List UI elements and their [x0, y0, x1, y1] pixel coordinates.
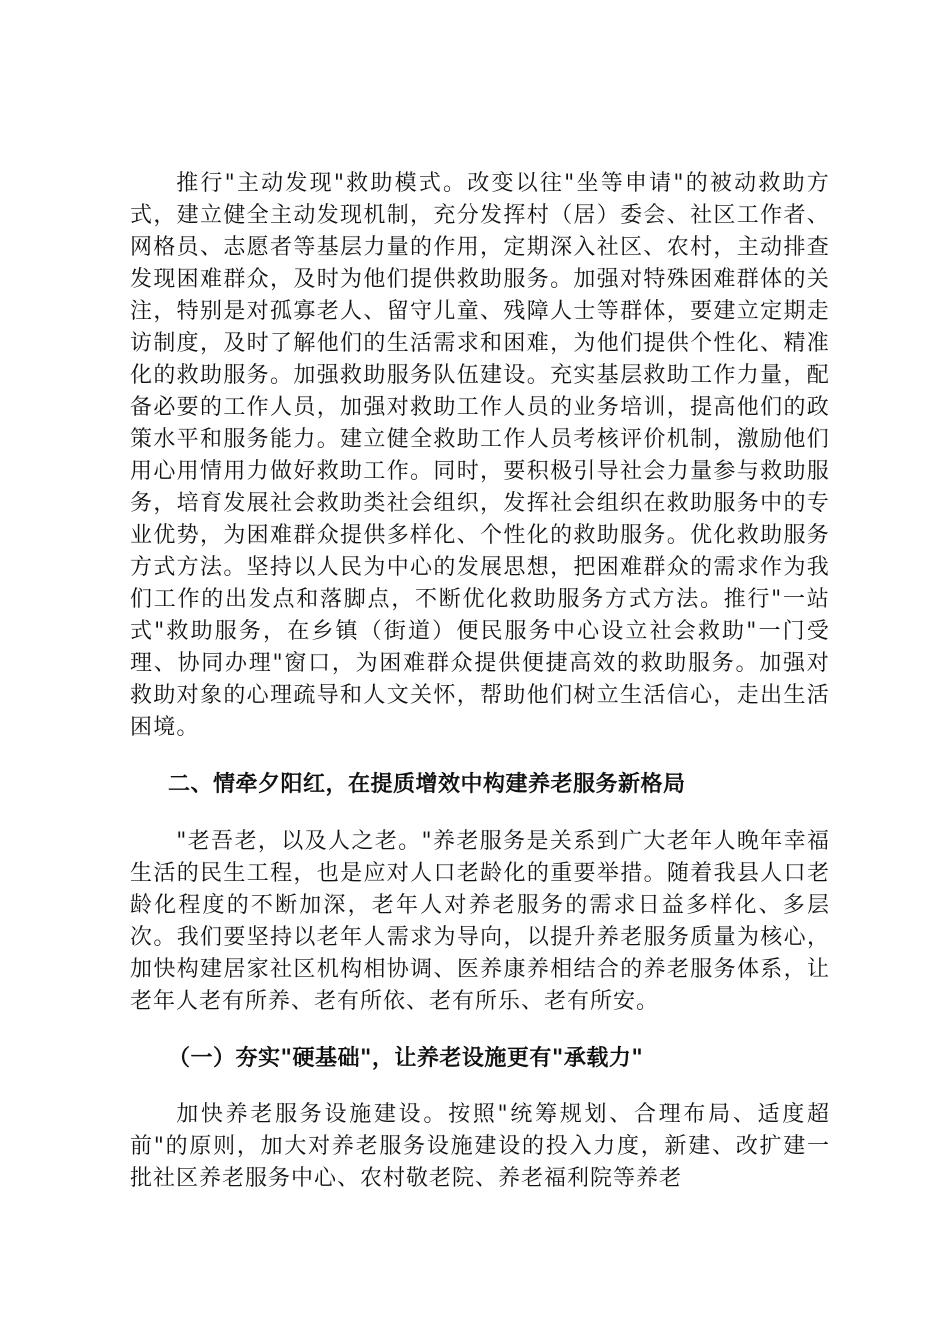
body-paragraph: 推行"主动发现"救助模式。改变以往"坐等申请"的被动救助方式，建立健全主动发现机制，充分发挥村（居）委会、社区工作者、网格员、志愿者等基层力量的作用，定期深入社区、农村，主动排查发现困难群众，及时为他们提供救助服务。加强对特殊困难群体的关注，特别是对孤寡老人、留守儿童、残障人士等群体，要建立定期走访制度，及时了解他们的生活需求和困难，为他们提供个性化、精准化的救助服务。加强救助服务队伍建设。充实基层救助工作力量，配备必要的工作人员，加强对救助工作人员的业务培训，提高他们的政策水平和服务能力。建立健全救助工作人员考核评价机制，激励他们用心用情用力做好救助工作。同时，要积极引导社会力量参与救助服务，培育发展社会救助类社会组织，发挥社会组织在救助服务中的专业优势，为困难群众提供多样化、个性化的救助服务。优化救助服务方式方法。坚持以人民为中心的发展思想，把困难群众的需求作为我们工作的出发点和落脚点，不断优化救助服务方式方法。推行"一站式"救助服务，在乡镇（街道）便民服务中心设立社会救助"一门受理、协同办理"窗口，为困难群众提供便捷高效的救助服务。加强对救助对象的心理疏导和人文关怀，帮助他们树立生活信心，走出生活困境。	[130, 171, 830, 740]
subsection-heading: （一）夯实"硬基础"，让养老设施更有"承载力"	[168, 1046, 644, 1071]
document-page	[130, 168, 830, 1195]
body-paragraph: 加快养老服务设施建设。按照"统筹规划、合理布局、适度超前"的原则，加大对养老服务设施建设的投入力度，新建、改扩建一批社区养老服务中心、农村敬老院、养老福利院等养老	[130, 1102, 830, 1191]
section-heading: 二、情牵夕阳红，在提质增效中构建养老服务新格局	[168, 772, 686, 797]
body-paragraph: "老吾老，以及人之老。"养老服务是关系到广大老年人晚年幸福生活的民生工程，也是应对人口老龄化的重要举措。随着我县人口老龄化程度的不断加深，老年人对养老服务的需求日益多样化、多层次。我们要坚持以老年人需求为导向，以提升养老服务质量为核心，加快构建居家社区机构相协调、医养康养相结合的养老服务体系，让老年人老有所养、老有所依、老有所乐、老有所安。	[130, 829, 830, 1014]
